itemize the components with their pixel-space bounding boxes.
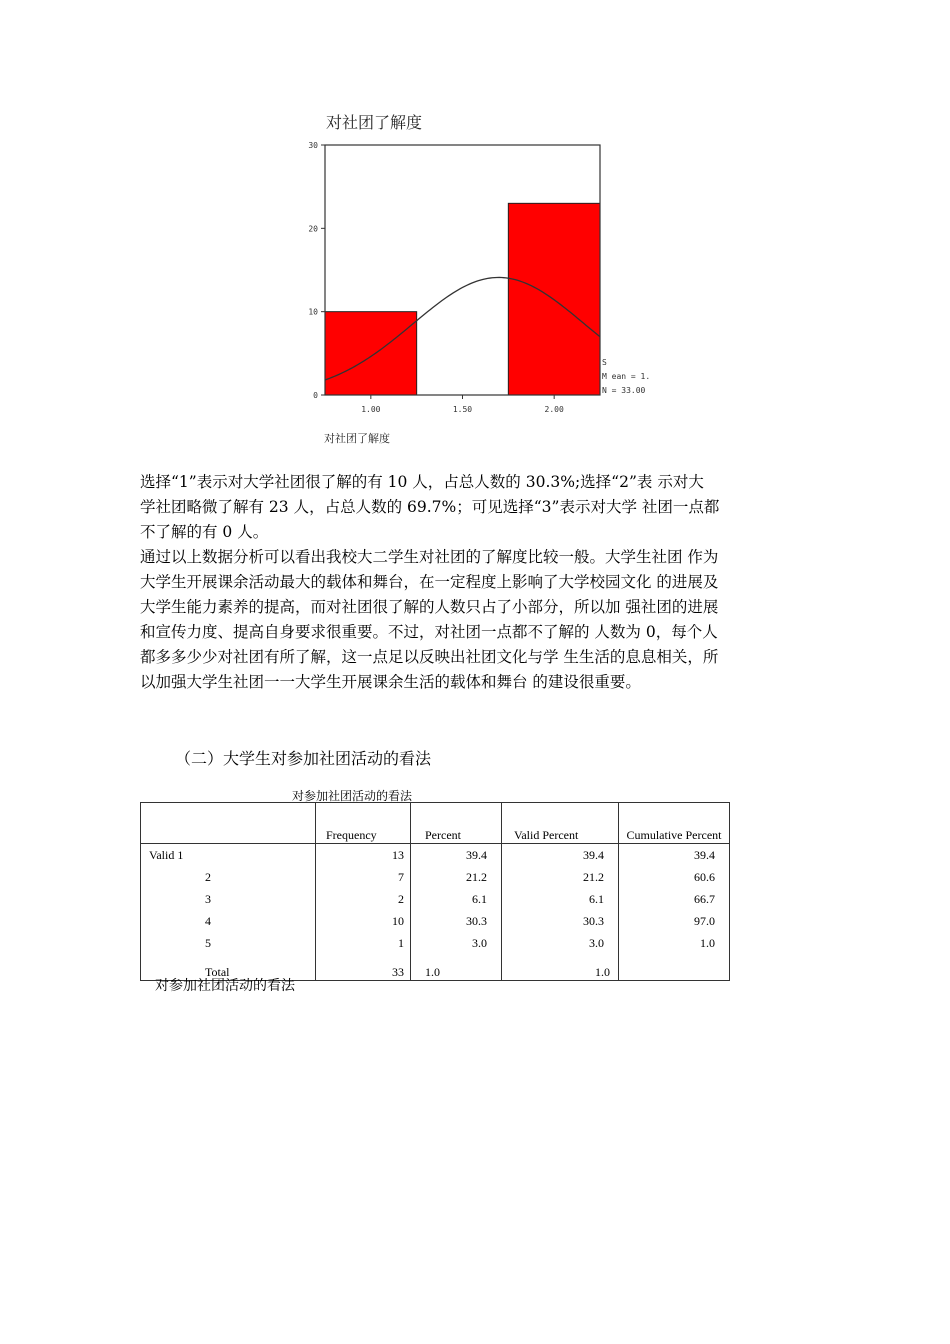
row-label: 4 <box>141 910 316 932</box>
y-tick-label: 0 <box>313 391 318 400</box>
paragraph-line: 学社团略微了解有 23 人，占总人数的 69.7%；可见选择“3”表示对大学 社团一点都 <box>140 498 720 516</box>
paragraph-1 <box>140 470 820 545</box>
frequency-table <box>140 802 730 981</box>
cell-valid-percent: 30.3 <box>502 910 619 932</box>
cell-cumulative-percent <box>619 954 730 981</box>
header-percent: Percent <box>411 803 502 844</box>
cell-frequency: 10 <box>316 910 411 932</box>
table-row <box>141 866 730 888</box>
cell-percent: 6.1 <box>411 888 502 910</box>
row-label: 3 <box>141 888 316 910</box>
bar-1.00 <box>325 312 417 395</box>
cell-percent: 21.2 <box>411 866 502 888</box>
x-axis-label: 对社团了解度 <box>324 432 390 445</box>
cell-valid-percent: 21.2 <box>502 866 619 888</box>
table-row <box>141 888 730 910</box>
cell-cumulative-percent: 97.0 <box>619 910 730 932</box>
x-tick-label: 1.50 <box>452 405 473 414</box>
cell-valid-percent: 3.0 <box>502 932 619 954</box>
paragraph-line: 不了解的有 0 人。 <box>140 523 269 541</box>
table-row <box>141 910 730 932</box>
paragraph-line: 大学生能力素养的提高，而对社团很了解的人数只占了小部分，所以加 强社团的进展 <box>140 598 719 616</box>
table-row <box>141 932 730 954</box>
y-axis <box>308 141 325 400</box>
cell-cumulative-percent: 39.4 <box>619 844 730 867</box>
y-tick-label: 30 <box>308 141 318 150</box>
cell-percent: 3.0 <box>411 932 502 954</box>
table-caption: 对参加社团活动的看法 <box>292 789 413 803</box>
x-tick-label: 2.00 <box>544 405 564 414</box>
cell-frequency: 13 <box>316 844 411 867</box>
cell-frequency: 33 <box>316 954 411 981</box>
paragraph-line: 都多多少少对社团有所了解，这一点足以反映出社团文化与学 生生活的息息相关，所 <box>140 648 719 666</box>
footer-caption: 对参加社团活动的看法 <box>155 978 295 994</box>
paragraph-2 <box>140 545 820 695</box>
cell-frequency: 7 <box>316 866 411 888</box>
stats-label: S <box>602 358 607 367</box>
cell-frequency: 2 <box>316 888 411 910</box>
cell-frequency: 1 <box>316 932 411 954</box>
y-tick-label: 20 <box>308 224 318 234</box>
stats-label: N = 33.00 <box>602 386 646 395</box>
paragraph-line: 大学生开展课余活动最大的载体和舞台，在一定程度上影响了大学校园文化 的进展及 <box>140 573 719 591</box>
table-row <box>141 844 730 867</box>
cell-valid-percent: 1.0 <box>502 954 619 981</box>
row-label: Total <box>141 954 316 981</box>
header-cell <box>141 803 316 844</box>
x-axis <box>361 395 564 414</box>
paragraph-line: 通过以上数据分析可以看出我校大二学生对社团的了解度比较一般。大学生社团 作为 <box>140 548 719 566</box>
header-frequency: Frequency <box>316 803 411 844</box>
bars <box>325 203 600 395</box>
histogram-chart <box>290 100 670 460</box>
cell-cumulative-percent: 1.0 <box>619 932 730 954</box>
header-cumulative-percent: Cumulative Percent <box>619 803 730 844</box>
paragraph-line: 选择“1”表示对大学社团很了解的有 10 人，占总人数的 30.3%;选择“2”表 示对大 <box>140 473 704 491</box>
stats-label: M ean = 1. <box>602 372 651 381</box>
paragraph-line: 以加强大学生社团一一大学生开展课余生活的载体和舞台 的建设很重要。 <box>140 673 641 691</box>
row-label: 5 <box>141 932 316 954</box>
row-label: Valid 1 <box>141 844 316 867</box>
cell-cumulative-percent: 60.6 <box>619 866 730 888</box>
header-valid-percent: Valid Percent <box>502 803 619 844</box>
paragraph-line: 和宣传力度、提高自身要求很重要。不过，对社团一点都不了解的 人数为 0，每个人 <box>140 623 718 641</box>
row-label: 2 <box>141 866 316 888</box>
cell-percent: 39.4 <box>411 844 502 867</box>
section-heading: （二）大学生对参加社团活动的看法 <box>175 749 432 768</box>
cell-valid-percent: 39.4 <box>502 844 619 867</box>
chart-title: 对社团了解度 <box>326 113 423 132</box>
cell-percent: 30.3 <box>411 910 502 932</box>
cell-cumulative-percent: 66.7 <box>619 888 730 910</box>
x-tick-label: 1.00 <box>361 405 381 414</box>
cell-valid-percent: 6.1 <box>502 888 619 910</box>
y-tick-label: 10 <box>308 307 318 317</box>
table-header-row <box>141 803 730 844</box>
cell-percent: 1.0 <box>411 954 502 981</box>
stats-box <box>602 358 650 395</box>
